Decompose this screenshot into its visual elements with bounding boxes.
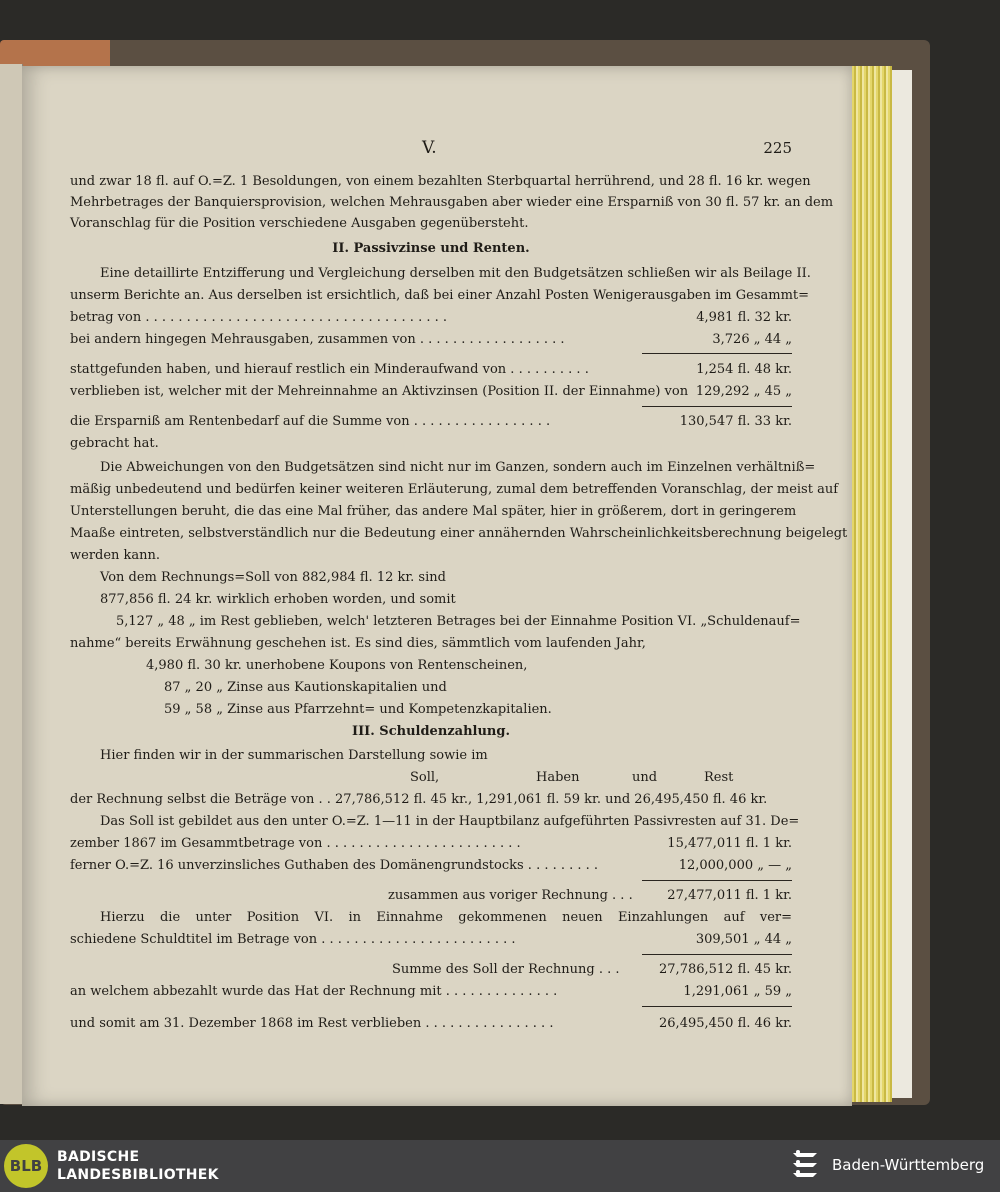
row-label: an welchem abbezahlt wurde das Hat der Rechnung mit . . . . . . . . . . . . . . (70, 984, 558, 999)
text-line: Hier finden wir in der summarischen Darstellung sowie im (100, 748, 488, 763)
amount-row (70, 360, 792, 380)
text-line: Hierzu die unter Position VI. in Einnahme gekommenen neuen Einzahlungen auf ver= (100, 910, 792, 925)
row-label: ferner O.=Z. 16 unverzinsliches Guthaben des Domänengrundstocks . . . . . . . . . (70, 858, 599, 873)
sum-rule (642, 954, 792, 955)
text-line: 877,856 fl. 24 kr. wirklich erhoben worden, und somit (100, 592, 456, 607)
amount-row (70, 330, 792, 350)
row-amount: 1,254 fl. 48 kr. (696, 362, 792, 377)
column-header-haben: Haben (536, 770, 580, 785)
sum-rule (642, 880, 792, 881)
amount-row (70, 930, 792, 950)
amount-row (70, 886, 792, 906)
text-line: und zwar 18 fl. auf O.=Z. 1 Besoldungen, von einem bezahlten Sterbquartal herrührend, und 28 fl. 16 kr. wegen (70, 174, 811, 189)
row-label: zusammen aus voriger Rechnung . . . (388, 888, 633, 903)
amount-row (70, 412, 792, 432)
text-line: gebracht hat. (70, 436, 159, 451)
column-header-rest: Rest (704, 770, 734, 785)
sum-rule (642, 406, 792, 407)
row-label: betrag von . . . . . . . . . . . . . . . . . . . . . . . . . . . . . . . . . . . . . (70, 310, 447, 325)
amount-row (70, 856, 792, 876)
row-label: stattgefunden haben, und hierauf restlich ein Minderaufwand von . . . . . . . . . . (70, 362, 589, 377)
text-line: 59 „ 58 „ Zinse aus Pfarrzehnt= und Kompetenzkapitalien. (164, 702, 552, 717)
text-line: 87 „ 20 „ Zinse aus Kautionskapitalien und (164, 680, 447, 695)
row-amount: 3,726 „ 44 „ (712, 332, 792, 347)
text-line: Maaße eintreten, selbstverständlich nur die Bedeutung einer annähernden Wahrscheinlichkeitsberechnung beigelegt (70, 526, 848, 541)
text-line: werden kann. (70, 548, 161, 563)
row-amount: 26,495,450 fl. 46 kr. (659, 1016, 792, 1031)
row-label: die Ersparniß am Rentenbedarf auf die Summe von . . . . . . . . . . . . . . . . . (70, 414, 551, 429)
blb-name-line2: LANDESBIBLIOTHEK (57, 1167, 219, 1183)
bw-name[interactable]: Baden-Württemberg (832, 1156, 985, 1174)
sum-rule (642, 1006, 792, 1007)
sum-rule (642, 353, 792, 354)
amount-row (70, 982, 792, 1002)
row-label: Summe des Soll der Rechnung . . . (392, 962, 620, 977)
amount-row (70, 834, 792, 854)
amount-row (70, 308, 792, 328)
text-line: der Rechnung selbst die Beträge von . . 27,786,512 fl. 45 kr., 1,291,061 fl. 59 kr. und 26,495,450 fl. 46 kr. (70, 792, 768, 807)
text-line: Die Abweichungen von den Budgetsätzen sind nicht nur im Ganzen, sondern auch im Einzelnen verhältniß= (100, 460, 816, 475)
bw-lions-icon (790, 1148, 820, 1184)
text-line: Voranschlag für die Position verschiedene Ausgaben gegenübersteht. (70, 216, 529, 231)
section-marker: V. (422, 138, 437, 158)
text-line: nahme“ bereits Erwähnung geschehen ist. Es sind dies, sämmtlich vom laufenden Jahr, (70, 636, 646, 651)
text-line: 5,127 „ 48 „ im Rest geblieben, welch' letzteren Betrages bei der Einnahme Position VI. „Schuldenauf= (116, 614, 801, 629)
column-header-und: und (632, 770, 658, 785)
page-number: 225 (763, 139, 792, 157)
text-line: Mehrbetrages der Banquiersprovision, welchen Mehrausgaben aber wieder eine Ersparniß von 30 fl. 57 kr. an dem (70, 195, 834, 210)
left-page-edge (0, 64, 23, 1104)
amount-row (70, 382, 792, 402)
blb-name[interactable] (57, 1148, 219, 1184)
text-line: Unterstellungen beruht, die das eine Mal früher, das andere Mal später, hier in größerem, dort in geringerem (70, 504, 797, 519)
row-label: schiedene Schuldtitel im Betrage von . . . . . . . . . . . . . . . . . . . . . . . . (70, 932, 516, 947)
amount-row (70, 960, 792, 980)
amount-row (70, 1014, 792, 1034)
row-label: und somit am 31. Dezember 1868 im Rest verblieben . . . . . . . . . . . . . . . . (70, 1016, 554, 1031)
row-label: zember 1867 im Gesammtbetrage von . . . . . . . . . . . . . . . . . . . . . . . . (70, 836, 521, 851)
row-amount: 309,501 „ 44 „ (695, 932, 792, 947)
blb-logo[interactable]: BLB (4, 1144, 48, 1188)
text-line: Von dem Rechnungs=Soll von 882,984 fl. 12 kr. sind (100, 570, 446, 585)
column-header-soll: Soll, (410, 770, 440, 785)
text-line: Eine detaillirte Entzifferung und Vergleichung derselben mit den Budgetsätzen schließen wir als Beilage II. (100, 266, 811, 281)
footer-bar (0, 1140, 1000, 1192)
row-amount: 15,477,011 fl. 1 kr. (667, 836, 792, 851)
row-amount: 129,292 „ 45 „ (695, 384, 792, 399)
blb-name-line1: BADISCHE (57, 1149, 140, 1165)
row-amount: 4,981 fl. 32 kr. (696, 310, 792, 325)
section-heading: III. Schuldenzahlung. (352, 724, 510, 739)
section-heading: II. Passivzinse und Renten. (332, 241, 530, 256)
text-line: mäßig unbedeutend und bedürfen keiner weiteren Erläuterung, zumal dem betreffenden Voranschlag, der meist auf (70, 482, 839, 497)
row-amount: 1,291,061 „ 59 „ (683, 984, 792, 999)
column-headers (70, 768, 792, 788)
page-block-edge-light (892, 70, 912, 1098)
text-line: unserm Berichte an. Aus derselben ist ersichtlich, daß bei einer Anzahl Posten Wenigerausgaben im Gesammt= (70, 288, 810, 303)
row-amount: 27,786,512 fl. 45 kr. (659, 962, 792, 977)
text-line: 4,980 fl. 30 kr. unerhobene Koupons von Rentenscheinen, (146, 658, 528, 673)
page-block-edge (852, 66, 892, 1102)
row-amount: 27,477,011 fl. 1 kr. (667, 888, 792, 903)
row-amount: 12,000,000 „ — „ (678, 858, 792, 873)
row-label: verblieben ist, welcher mit der Mehreinnahme an Aktivzinsen (Position II. der Einnahme) von (70, 384, 689, 399)
text-line: Das Soll ist gebildet aus den unter O.=Z. 1—11 in der Hauptbilanz aufgeführten Passivresten auf 31. De= (100, 814, 800, 829)
row-amount: 130,547 fl. 33 kr. (679, 414, 792, 429)
row-label: bei andern hingegen Mehrausgaben, zusammen von . . . . . . . . . . . . . . . . . . (70, 332, 565, 347)
